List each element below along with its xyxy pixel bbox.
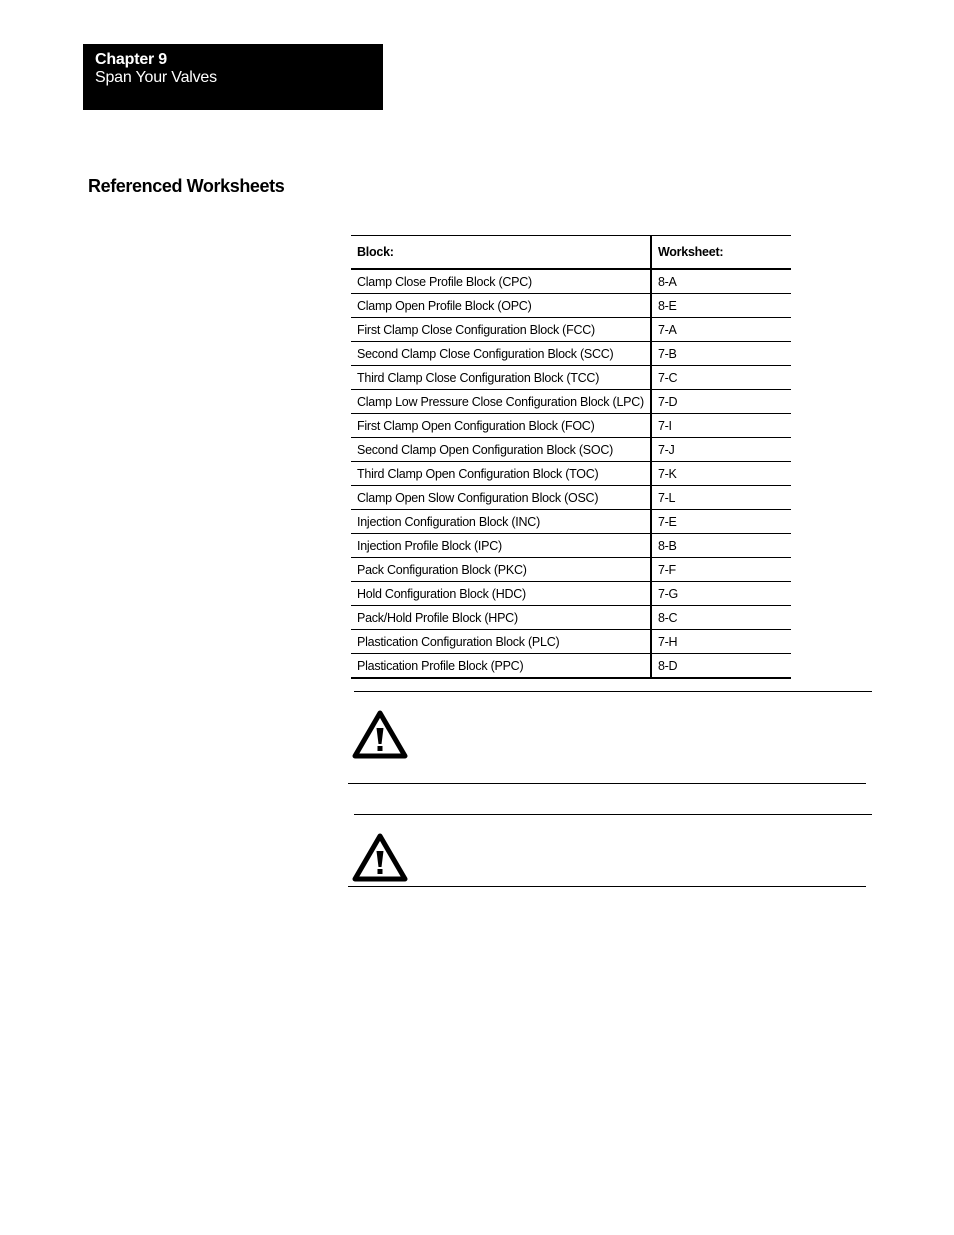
table-row (351, 582, 791, 606)
worksheet-cell: 7-B (651, 342, 791, 366)
table-row (351, 462, 791, 486)
table-row (351, 606, 791, 630)
worksheet-cell: 8-E (651, 294, 791, 318)
section-heading: Referenced Worksheets (88, 176, 285, 196)
block-cell: Injection Profile Block (IPC) (351, 534, 651, 558)
worksheet-cell: 8-D (651, 654, 791, 679)
table-row (351, 654, 791, 679)
chapter-title: Span Your Valves (95, 69, 217, 86)
table-row (351, 294, 791, 318)
table-row (351, 414, 791, 438)
column-header-block: Block: (351, 236, 651, 270)
block-cell: Third Clamp Open Configuration Block (TOC) (351, 462, 651, 486)
table-row (351, 534, 791, 558)
worksheet-cell: 7-L (651, 486, 791, 510)
block-cell: Clamp Low Pressure Close Configuration Block (LPC) (351, 390, 651, 414)
callout-rule-top (354, 691, 872, 692)
callout-rule-bottom (348, 886, 866, 887)
table-header-row (351, 236, 791, 270)
worksheet-cell: 7-H (651, 630, 791, 654)
worksheet-cell: 7-D (651, 390, 791, 414)
block-cell: Third Clamp Close Configuration Block (TCC) (351, 366, 651, 390)
table-row (351, 318, 791, 342)
block-cell: Hold Configuration Block (HDC) (351, 582, 651, 606)
worksheet-cell: 7-J (651, 438, 791, 462)
worksheet-cell: 8-B (651, 534, 791, 558)
table-row (351, 510, 791, 534)
block-cell: Pack/Hold Profile Block (HPC) (351, 606, 651, 630)
callout-rule-bottom (348, 783, 866, 784)
callout-rule-top (354, 814, 872, 815)
block-cell: Second Clamp Close Configuration Block (SCC) (351, 342, 651, 366)
block-cell: First Clamp Close Configuration Block (FCC) (351, 318, 651, 342)
worksheet-cell: 7-C (651, 366, 791, 390)
block-cell: Plastication Profile Block (PPC) (351, 654, 651, 679)
table-row (351, 558, 791, 582)
warning-triangle-icon (352, 833, 408, 882)
warning-triangle-icon (352, 710, 408, 759)
block-cell: Pack Configuration Block (PKC) (351, 558, 651, 582)
chapter-label: Chapter 9 (95, 51, 167, 68)
column-header-worksheet: Worksheet: (651, 236, 791, 270)
worksheet-cell: 7-E (651, 510, 791, 534)
table-row (351, 390, 791, 414)
block-cell: Clamp Close Profile Block (CPC) (351, 269, 651, 294)
worksheet-cell: 7-F (651, 558, 791, 582)
block-cell: Second Clamp Open Configuration Block (SOC) (351, 438, 651, 462)
table-row (351, 269, 791, 294)
block-cell: Clamp Open Profile Block (OPC) (351, 294, 651, 318)
table-row (351, 342, 791, 366)
block-cell: First Clamp Open Configuration Block (FOC) (351, 414, 651, 438)
table-row (351, 630, 791, 654)
worksheet-table (351, 235, 791, 679)
table-row (351, 486, 791, 510)
worksheet-cell: 8-C (651, 606, 791, 630)
block-cell: Injection Configuration Block (INC) (351, 510, 651, 534)
worksheet-cell: 7-K (651, 462, 791, 486)
chapter-header (83, 44, 383, 110)
worksheet-cell: 7-G (651, 582, 791, 606)
block-cell: Plastication Configuration Block (PLC) (351, 630, 651, 654)
block-cell: Clamp Open Slow Configuration Block (OSC) (351, 486, 651, 510)
table-row (351, 438, 791, 462)
worksheet-cell: 8-A (651, 269, 791, 294)
worksheet-cell: 7-A (651, 318, 791, 342)
worksheet-cell: 7-I (651, 414, 791, 438)
table-row (351, 366, 791, 390)
